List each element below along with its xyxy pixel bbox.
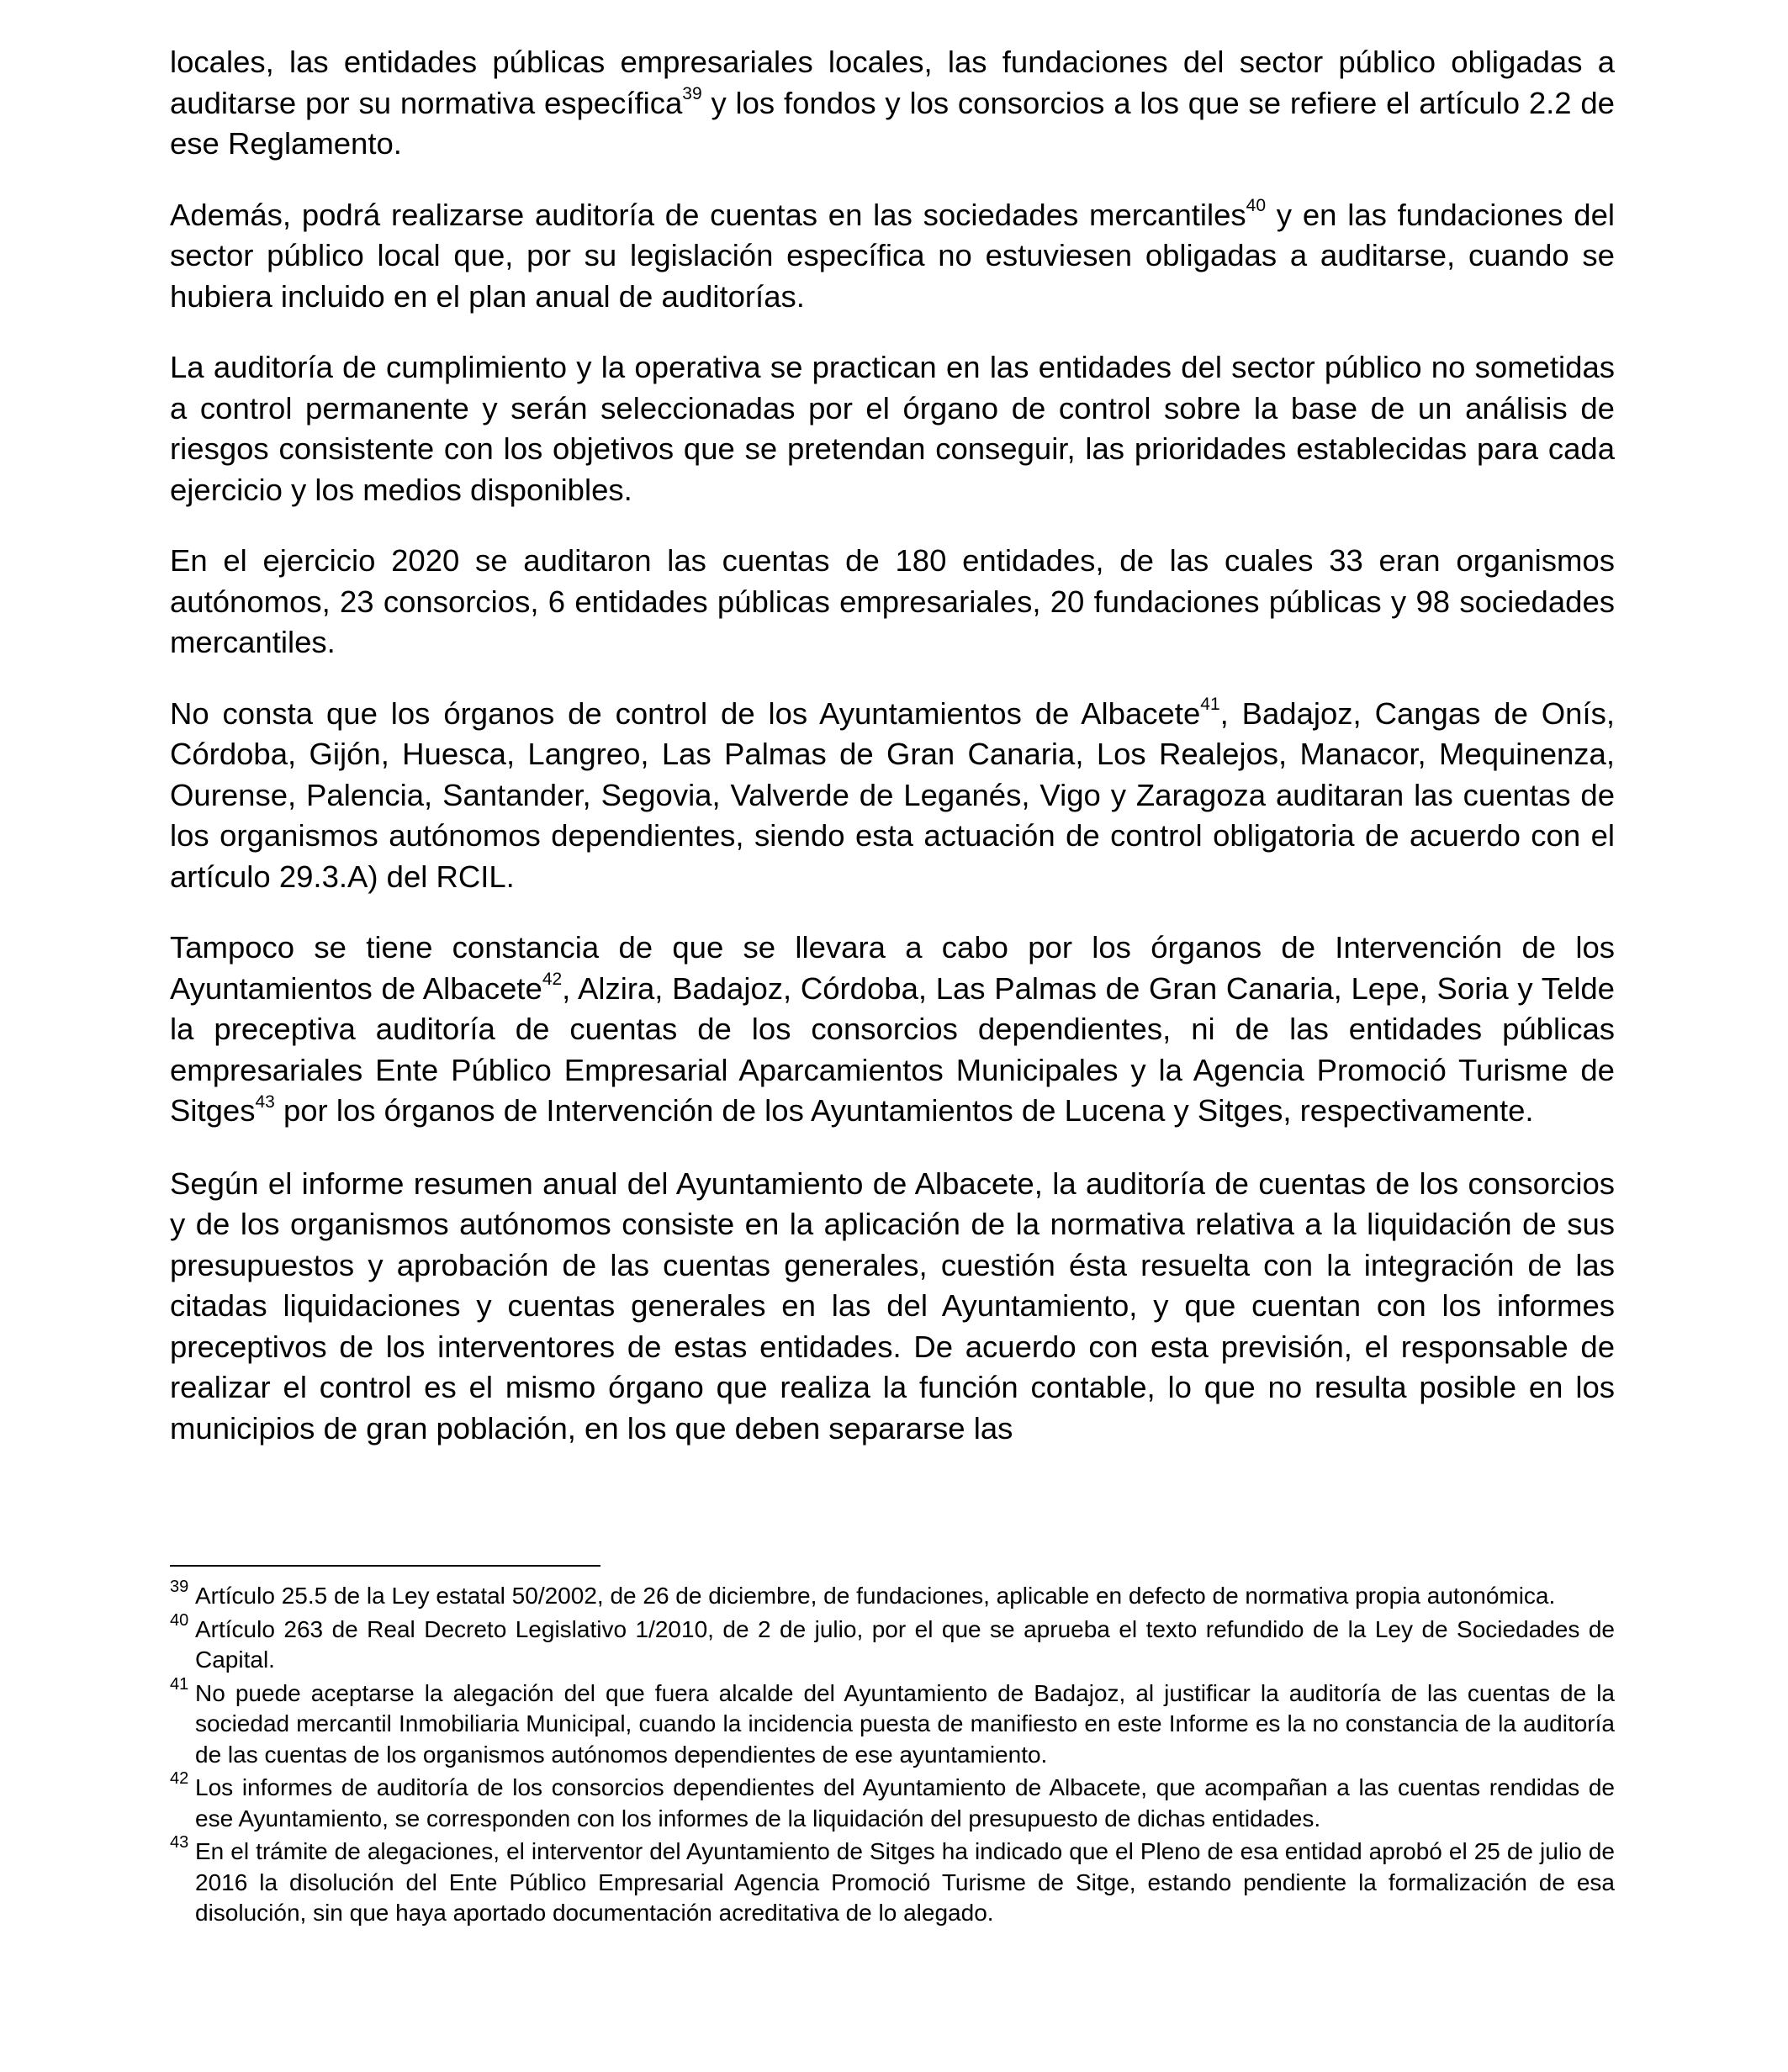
paragraph-2	[170, 195, 1615, 318]
paragraph-text: , Alzira, Badajoz, Córdoba, Las Palmas de Gran Canaria, Lepe, Soria y Telde la preceptiva auditoría de cuentas de los consorcios dependientes, ni de las entidades públicas empresariales Ente Público Empresarial Aparcamientos Municipales y la Agencia Promoció Turisme de Sitges	[170, 970, 1615, 1128]
paragraph-4	[170, 541, 1615, 663]
footnote-43	[170, 1833, 1615, 1929]
paragraph-1	[170, 42, 1615, 165]
footnote-number: 41	[170, 1674, 189, 1694]
footnote-ref-42[interactable]: 42	[542, 970, 563, 990]
footnote-42	[170, 1769, 1615, 1834]
footnote-text: Artículo 263 de Real Decreto Legislativo 1/2010, de 2 de julio, por el que se aprueba el texto refundido de la Ley de Sociedades de Capital.	[195, 1615, 1615, 1673]
footnote-number: 40	[170, 1610, 189, 1630]
paragraph-text: y los fondos y los consorcios a los que se refiere el artículo 2.2 de ese Reglamento.	[170, 85, 1615, 161]
paragraph-7	[170, 1164, 1615, 1450]
footnote-number: 39	[170, 1578, 189, 1596]
paragraph-text: Además, podrá realizarse auditoría de cuentas en las sociedades mercantiles	[170, 197, 1246, 232]
paragraph-text: No consta que los órganos de control de los Ayuntamientos de Albacete	[170, 695, 1201, 731]
footnote-41	[170, 1674, 1615, 1771]
footnote-ref-40[interactable]: 40	[1246, 196, 1267, 216]
paragraph-text: , Badajoz, Cangas de Onís, Córdoba, Gijón, Huesca, Langreo, Las Palmas de Gran Canaria, Los Realejos, Manacor, Mequinenza, Ourense, Palencia, Santander, Segovia, Valverde de Leganés, Vigo y Zaragoza auditaran las cuentas de los organismos autónomos dependientes, siendo esta actuación de control obligatoria de acuerdo con el artículo 29.3.A) del RCIL.	[170, 695, 1615, 894]
paragraph-text: La auditoría de cumplimiento y la operativa se practican en las entidades del sector público no sometidas a control permanente y serán seleccionadas por el órgano de control sobre la base de un análisis de riesgos consistente con los objetivos que se pretendan conseguir, las prioridades establecidas para cada ejercicio y los medios disponibles.	[170, 350, 1615, 507]
footnote-text: En el trámite de alegaciones, el interventor del Ayuntamiento de Sitges ha indicado que el Pleno de esa entidad aprobó el 25 de julio de 2016 la disolución del Ente Público Empresarial Agencia Promoció Turisme de Sitge, estando pendiente la formalización de esa disolución, sin que haya aportado documentación acreditativa de lo alegado.	[195, 1838, 1615, 1926]
paragraph-text: Tampoco se tiene constancia de que se llevara a cabo por los órganos de Intervención de los Ayuntamientos de Albacete	[170, 930, 1615, 1006]
footnote-39	[170, 1578, 1615, 1612]
document-body	[170, 42, 1615, 1479]
footnote-text: Los informes de auditoría de los consorcios dependientes del Ayuntamiento de Albacete, que acompañan a las cuentas rendidas de ese Ayuntamiento, se corresponden con los informes de la liquidación del presupuesto de dichas entidades.	[195, 1774, 1615, 1832]
paragraph-text: y en las fundaciones del sector público local que, por su legislación específica no estuviesen obligadas a auditarse, cuando se hubiera incluido en el plan anual de auditorías.	[170, 197, 1615, 314]
footnote-ref-41[interactable]: 41	[1200, 695, 1220, 715]
footnote-ref-43[interactable]: 43	[255, 1092, 275, 1112]
footnote-40	[170, 1610, 1615, 1676]
paragraph-5	[170, 694, 1615, 898]
footnotes	[170, 1578, 1615, 1932]
paragraph-6	[170, 928, 1615, 1132]
footnote-ref-39[interactable]: 39	[682, 84, 702, 104]
paragraph-text: por los órganos de Intervención de los Ayuntamientos de Lucena y Sitges, respectivamente.	[274, 1093, 1534, 1128]
footnote-separator	[170, 1565, 600, 1567]
footnote-number: 42	[170, 1769, 189, 1788]
paragraph-text: En el ejercicio 2020 se auditaron las cuentas de 180 entidades, de las cuales 33 eran organismos autónomos, 23 consorcios, 6 entidades públicas empresariales, 20 fundaciones públicas y 98 sociedades mercantiles.	[170, 543, 1615, 659]
paragraph-text: Según el informe resumen anual del Ayuntamiento de Albacete, la auditoría de cuentas de los consorcios y de los organismos autónomos consiste en la aplicación de la normativa relativa a la liquidación de sus presupuestos y aprobación de las cuentas generales, cuestión ésta resuelta con la integración de las citadas liquidaciones y cuentas generales en las del Ayuntamiento, y que cuentan con los informes preceptivos de los interventores de estas entidades. De acuerdo con esta previsión, el responsable de realizar el control es el mismo órgano que realiza la función contable, lo que no resulta posible en los municipios de gran población, en los que deben separarse las	[170, 1166, 1615, 1446]
paragraph-3	[170, 347, 1615, 510]
paragraph-text: locales, las entidades públicas empresariales locales, las fundaciones del sector público obligadas a auditarse por su normativa específica	[170, 45, 1615, 120]
footnote-text: No puede aceptarse la alegación del que fuera alcalde del Ayuntamiento de Badajoz, al justificar la auditoría de las cuentas de la sociedad mercantil Inmobiliaria Municipal, cuando la incidencia puesta de manifiesto en este Informe es la no constancia de la auditoría de las cuentas de los organismos autónomos dependientes de ese ayuntamiento.	[195, 1679, 1615, 1768]
footnote-number: 43	[170, 1833, 189, 1852]
footnote-text: Artículo 25.5 de la Ley estatal 50/2002, de 26 de diciembre, de fundaciones, aplicable en defecto de normativa propia autonómica.	[195, 1583, 1556, 1609]
